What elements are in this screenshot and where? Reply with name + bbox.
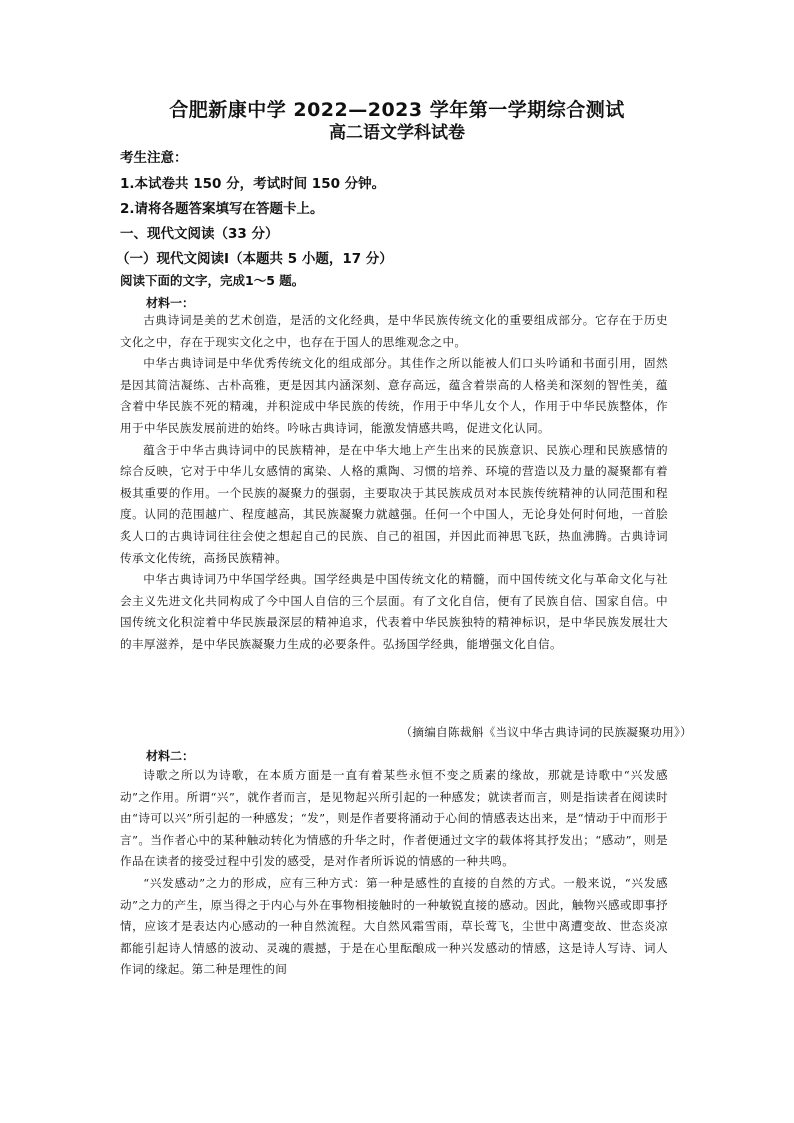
exam-subtitle: 高二语文学科试卷 <box>329 123 465 143</box>
material-one-label: 材料一： <box>146 296 195 310</box>
subsection-title: （一）现代文阅读Ⅰ（本题共 5 小题，17 分） <box>116 251 393 267</box>
notice-item-1: 1.本试卷共 150 分，考试时间 150 分钟。 <box>120 176 386 192</box>
notice-item-2: 2.请将各题答案填写在答题卡上。 <box>120 201 324 217</box>
material-one-paragraph: 中华古典诗词是中华优秀传统文化的组成部分。其佳作之所以能被人们口头吟诵和书面引用，固然是因其简洁凝练、古朴高雅，更是因其内涵深刻、意存高远，蕴含着崇高的人格美和深刻的智性美，蕴含着中华民族不死的精魂，并积淀成中华民族的传统，作用于中华儿女个人，作用于中华民族整体，作用于中华民族发展前进的始终。吟咏古典诗词，能激发情感共鸣，促进文化认同。 <box>120 356 668 435</box>
material-one-source: （摘编自陈裁斛《当议中华古典诗词的民族凝聚功用》） <box>400 725 692 739</box>
exam-title: 合肥新康中学 2022—2023 学年第一学期综合测试 <box>169 99 625 121</box>
notice-heading: 考生注意： <box>120 150 188 166</box>
section-title: 一、现代文阅读（33 分） <box>120 226 279 242</box>
material-one-paragraph: 古典诗词是美的艺术创造，是活的文化经典，是中华民族传统文化的重要组成部分。它存在于历史文化之中，存在于现实文化之中，也存在于国人的思维观念之中。 <box>120 313 668 349</box>
reading-instruction: 阅读下面的文字，完成1～5 题。 <box>120 273 305 288</box>
material-two-paragraph: “兴发感动”之力的形成，应有三种方式：第一种是感性的直接的自然的方式。一般来说，“兴发感动”之力的产生，原当得之于内心与外在事物相接触时的一种敏锐直接的感动。因此，触物兴感或即事抒情，应该才是表达内心感动的一种自然流程。大自然风霜雪雨，草长莺飞，尘世中离遭变故、世态炎凉都能引起诗人情感的波动、灵魂的震撼，于是在心里酝酿成一种兴发感动的情感，这是诗人写诗、词人作词的缘起。第二种是理性的间 <box>120 875 668 977</box>
material-two-label: 材料二： <box>146 749 195 763</box>
material-two-text <box>120 765 668 981</box>
material-two-paragraph: 诗歌之所以为诗歌，在本质方面是一直有着某些永恒不变之质素的缘故，那就是诗歌中“兴发感动”之作用。所谓“兴”，就作者而言，是见物起兴所引起的一种感发；就读者而言，则是指读者在阅读时由“诗可以兴”所引起的一种感发；“发”，则是作者要将涌动于心间的情感表达出来，是“情动于中而形于言”。当作者心中的某种触动转化为情感的升华之时，作者便通过文字的载体将其抒发出；“感动”，则是作品在读者的接受过程中引发的感受，是对作者所诉说的情感的一种共鸣。 <box>120 768 668 869</box>
material-one-paragraph: 中华古典诗词乃中华国学经典。国学经典是中国传统文化的精髓，而中国传统文化与革命文化与社会主义先进文化共同构成了今中国人自信的三个层面。有了文化自信，便有了民族自信、国家自信。中国传统文化积淀着中华民族最深层的精神追求，代表着中华民族独特的精神标识，是中华民族发展壮大的丰厚滋养，是中华民族凝聚力生成的必要条件。弘扬国学经典，能增强文化自信。 <box>120 572 668 651</box>
material-one-paragraph: 蕴含于中华古典诗词中的民族精神，是在中华大地上产生出来的民族意识、民族心理和民族感情的综合反映，它对于中华儿女感情的寓染、人格的熏陶、习惯的培养、环境的营造以及力量的凝聚都有着极其重要的作用。一个民族的凝聚力的强弱，主要取决于其民族成员对本民族传统精神的认同范围和程度。认同的范围越广、程度越高，其民族凝聚力就越强。任何一个中国人，无论身处何时何地，一首脍炙人口的古典诗词往往会使之想起自己的民族、自己的祖国，并因此而神思飞跃，热血沸腾。古典诗词传承文化传统，高扬民族精神。 <box>120 442 668 565</box>
material-one-text <box>120 310 668 656</box>
